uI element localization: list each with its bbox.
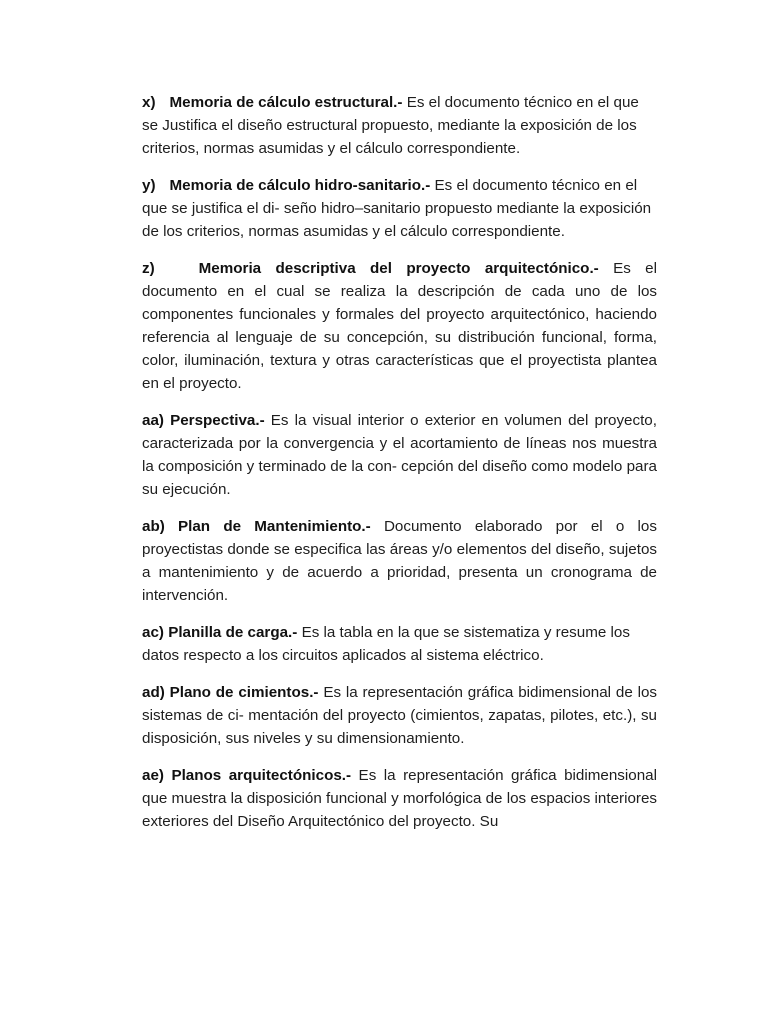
entry-text: Es el documento técnico en el que se Justifica el diseño estructural propuesto, mediante la exposición de los criterios, normas asumidas y el cálculo correspondiente. [142, 94, 639, 157]
definition-entry-aa [142, 409, 657, 501]
entry-label [142, 624, 297, 641]
entry-letter: ab) [142, 518, 165, 535]
entry-text: Es la representación gráfica bidimensional de los sistemas de ci- mentación del proyecto (cimientos, zapatas, pilotes, etc.), su disposición, sus niveles y su dimensionamiento. [142, 684, 657, 747]
entry-text: Es la tabla en la que se sistematiza y resume los datos respecto a los circuitos aplicados al sistema eléctrico. [142, 624, 630, 664]
entry-letter: ae) [142, 767, 164, 784]
entry-letter: x) [142, 94, 156, 111]
definition-entry-ac [142, 621, 657, 667]
entry-label [142, 260, 599, 277]
entry-title: Memoria de cálculo hidro-sanitario.- [169, 177, 431, 194]
definition-entry-y [142, 174, 657, 243]
entry-label [142, 518, 371, 535]
entry-title: Plano de cimientos.- [169, 684, 319, 701]
entry-label [142, 767, 351, 784]
entry-title: Plan de Mantenimiento.- [178, 518, 371, 535]
entry-text: Es el documento técnico en el que se justifica el di- seño hidro–sanitario propuesto mediante la exposición de los criterios, normas asumidas y el cálculo correspondiente. [142, 177, 652, 240]
entry-letter: aa) [142, 412, 164, 429]
entry-title: Planos arquitectónicos.- [171, 767, 352, 784]
definition-entry-z [142, 257, 657, 395]
definition-entry-x [142, 91, 657, 160]
entry-text: Documento elaborado por el o los proyectistas donde se especifica las áreas y/o elementos del diseño, sujetos a mantenimiento y de acuerdo a prioridad, presenta un cronograma de intervención. [142, 518, 657, 604]
entry-label [142, 412, 265, 429]
entry-letter: ac) [142, 624, 164, 641]
entry-label [142, 94, 402, 111]
entry-text: Es la representación gráfica bidimensional que muestra la disposición funcional y morfológica de los espacios interiores exteriores del Diseño Arquitectónico del proyecto. Su [142, 767, 657, 830]
definition-entry-ab [142, 515, 657, 607]
entry-letter: z) [142, 260, 155, 277]
document-page [142, 91, 657, 847]
entry-title: Memoria descriptiva del proyecto arquitectónico.- [198, 260, 599, 277]
definition-entry-ad [142, 681, 657, 750]
definition-entry-ae [142, 764, 657, 833]
entry-title: Perspectiva.- [170, 412, 265, 429]
entry-title: Planilla de carga.- [168, 624, 298, 641]
entry-label [142, 684, 319, 701]
entry-label [142, 177, 430, 194]
entry-text: Es el documento en el cual se realiza la descripción de cada uno de los componentes funcionales y formales del proyecto arquitectónico, haciendo referencia al lenguaje de su concepción, su distribución funcional, forma, color, iluminación, textura y otras características que el proyectista plantea en el proyecto. [142, 260, 657, 392]
entry-title: Memoria de cálculo estructural.- [169, 94, 403, 111]
entry-letter: ad) [142, 684, 165, 701]
entry-letter: y) [142, 177, 156, 194]
entry-text: Es la visual interior o exterior en volumen del proyecto, caracterizada por la convergencia y el acortamiento de líneas nos muestra la composición y terminado de la con- cepción del diseño como modelo para su ejecución. [142, 412, 657, 498]
